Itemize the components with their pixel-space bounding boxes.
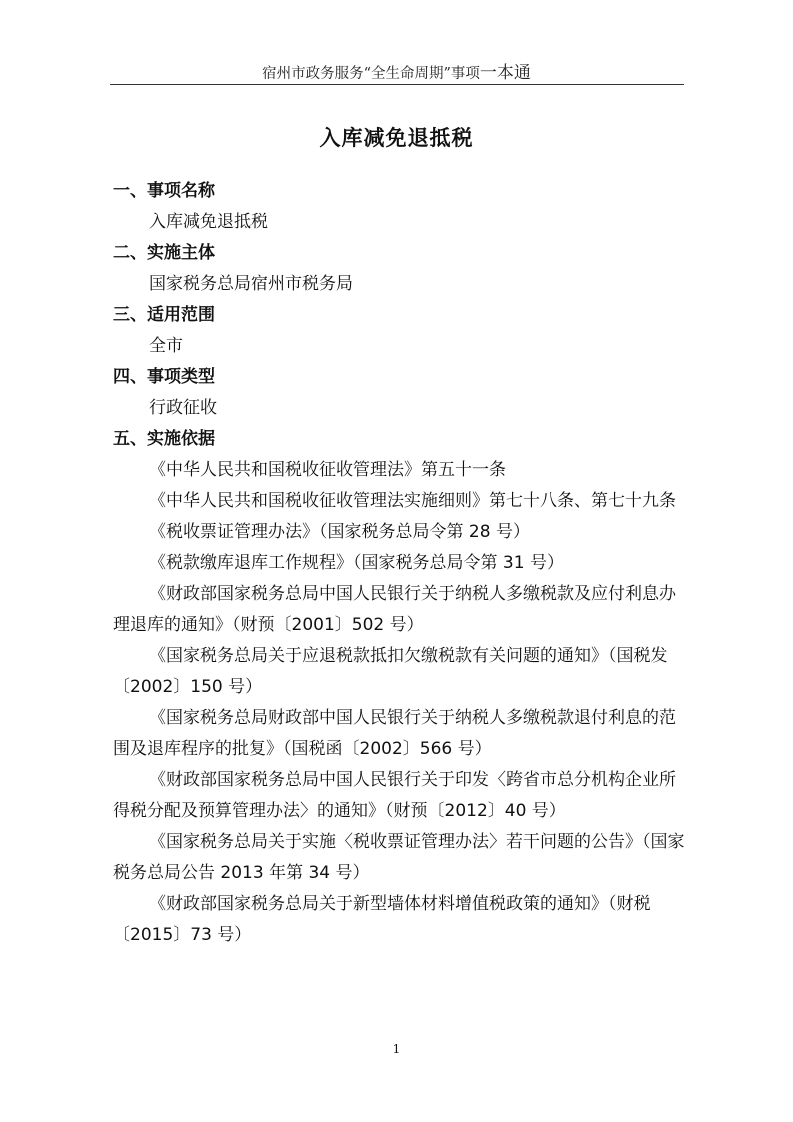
basis-item: 《税收票证管理办法》（国家税务总局令第 28 号） [149, 522, 530, 542]
section-item-type [113, 362, 688, 424]
basis-item: 《财政部国家税务总局中国人民银行关于印发〈跨省市总分机构企业所得税分配及预算管理办法〉的通知》（财预〔2012〕40 号） [113, 770, 676, 821]
section-content: 入库减免退抵税 [149, 212, 268, 232]
basis-item: 《中华人民共和国税收征收管理法实施细则》第七十八条、第七十九条 [149, 491, 676, 511]
section-scope [113, 300, 688, 362]
section-heading: 四、事项类型 [113, 367, 215, 387]
section-content: 行政征收 [149, 398, 217, 418]
section-content: 国家税务总局宿州市税务局 [149, 274, 353, 294]
section-implementing-body [113, 238, 688, 300]
section-heading: 一、事项名称 [113, 181, 215, 201]
basis-item: 《中华人民共和国税收征收管理法》第五十一条 [149, 460, 506, 480]
section-item-name [113, 176, 688, 238]
document-title: 入库减免退抵税 [319, 126, 474, 150]
header-rule [110, 84, 684, 85]
basis-item: 《国家税务总局财政部中国人民银行关于纳税人多缴税款退付利息的范围及退库程序的批复》（国税函〔2002〕566 号） [113, 708, 676, 759]
section-content: 全市 [149, 336, 183, 356]
section-heading: 三、适用范围 [113, 305, 215, 325]
page-number: 1 [392, 1042, 401, 1056]
running-header [0, 58, 793, 83]
basis-item: 《财政部国家税务总局中国人民银行关于纳税人多缴税款及应付利息办理退库的通知》（财预〔2001〕502 号） [113, 584, 676, 635]
basis-item: 《财政部国家税务总局关于新型墙体材料增值税政策的通知》（财税〔2015〕73 号） [113, 894, 651, 945]
basis-item: 《税款缴库退库工作规程》（国家税务总局令第 31 号） [149, 553, 564, 573]
header-text-large: 一本通 [479, 63, 531, 83]
header-text: 宿州市政务服务“全生命周期”事项 [262, 66, 480, 82]
section-heading: 二、实施主体 [113, 243, 215, 263]
basis-item: 《国家税务总局关于实施〈税收票证管理办法〉若干问题的公告》（国家税务总局公告 2013 年第 34 号） [113, 832, 685, 883]
section-heading: 五、实施依据 [113, 429, 215, 449]
document-body [113, 176, 688, 951]
section-legal-basis [113, 424, 688, 951]
basis-item: 《国家税务总局关于应退税款抵扣欠缴税款有关问题的通知》（国税发〔2002〕150 号） [113, 646, 668, 697]
